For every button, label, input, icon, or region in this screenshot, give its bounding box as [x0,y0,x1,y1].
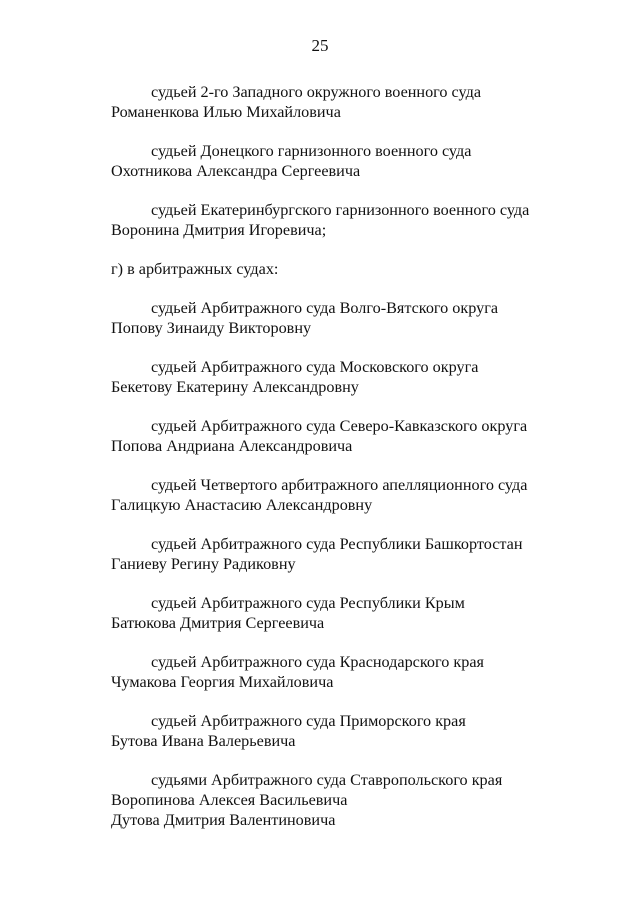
court-line: судьей Четвертого арбитражного апелляционного суда [151,476,528,494]
court-line: судьей 2-го Западного окружного военного суда [151,83,482,101]
judge-name: Бекетову Екатерину Александровну [111,378,359,396]
judge-name: Попова Андриана Александровича [111,437,353,455]
judge-name: Попову Зинаиду Викторовну [111,319,312,337]
judge-name: Охотникова Александра Сергеевича [111,162,361,180]
appointment-entry [111,711,611,751]
judge-name: Дутова Дмитрия Валентиновича [111,811,336,829]
appointment-entry [111,416,611,456]
appointment-entry [111,298,611,338]
court-line: судьей Арбитражного суда Северо-Кавказского округа [151,417,528,435]
judge-name: Галицкую Анастасию Александровну [111,496,373,514]
appointment-entry [111,141,611,181]
court-line: судьями Арбитражного суда Ставропольского края [151,771,503,789]
court-line: судьей Донецкого гарнизонного военного суда [151,142,472,160]
court-line: судьей Арбитражного суда Приморского края [151,712,466,730]
judge-name: Чумакова Георгия Михайловича [111,673,334,691]
judge-name: Батюкова Дмитрия Сергеевича [111,614,325,632]
court-line: судьей Арбитражного суда Волго-Вятского округа [151,299,499,317]
appointment-entry [111,475,611,515]
appointment-entry [111,534,611,574]
section-heading: г) в арбитражных судах: [111,260,279,278]
court-line: судьей Екатеринбургского гарнизонного военного суда [151,201,530,219]
appointment-entry [111,200,611,240]
court-line: судьей Арбитражного суда Московского округа [151,358,479,376]
appointment-entry [111,82,611,122]
judge-name: Воропинова Алексея Васильевича [111,791,348,809]
appointment-entry [111,357,611,397]
judge-name: Ганиеву Регину Радиковну [111,555,296,573]
judge-name: Романенкова Илью Михайловича [111,103,341,121]
court-line: судьей Арбитражного суда Республики Крым [151,594,465,612]
page-number: 25 [311,36,329,55]
appointment-entry [111,593,611,633]
document-body [111,82,611,849]
judge-name: Бутова Ивана Валерьевича [111,732,296,750]
section-heading-block [111,259,611,279]
judge-name: Воронина Дмитрия Игоревича; [111,221,327,239]
court-line: судьей Арбитражного суда Краснодарского края [151,653,484,671]
court-line: судьей Арбитражного суда Республики Башкортостан [151,535,523,553]
appointment-entry [111,652,611,692]
appointment-entry [111,770,611,830]
